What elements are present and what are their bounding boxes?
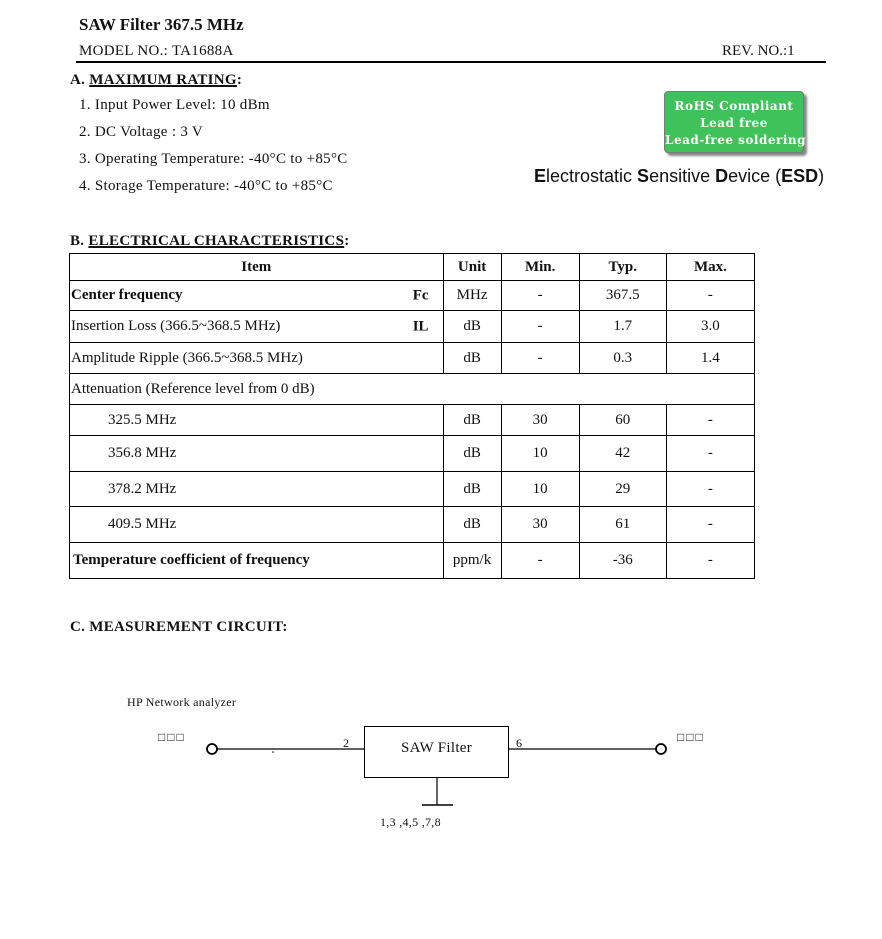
typ-cell: 0.3 xyxy=(579,343,666,374)
min-cell: - xyxy=(501,343,579,374)
typ-cell: 60 xyxy=(579,405,666,436)
typ-cell: 29 xyxy=(579,472,666,507)
item-cell: Amplitude Ripple (366.5~368.5 MHz) xyxy=(70,343,444,374)
item-cell: Temperature coefficient of frequency xyxy=(70,543,444,579)
document-title: SAW Filter 367.5 MHz xyxy=(79,15,244,34)
table-row xyxy=(70,543,755,579)
typ-cell: 1.7 xyxy=(579,311,666,343)
typ-cell: -36 xyxy=(579,543,666,579)
col-header-max: Max. xyxy=(666,254,754,281)
min-cell: 30 xyxy=(501,405,579,436)
rating-storage-temp: 4. Storage Temperature: -40°C to +85°C xyxy=(79,178,333,194)
output-port-icon xyxy=(656,744,666,754)
table-row xyxy=(70,343,755,374)
saw-filter-block xyxy=(364,726,509,778)
max-cell: 1.4 xyxy=(666,343,754,374)
attenuation-freq: 409.5 MHz xyxy=(70,507,444,543)
min-cell: 30 xyxy=(501,507,579,543)
electrical-characteristics-table xyxy=(69,253,755,579)
rohs-badge xyxy=(664,91,804,153)
table-row xyxy=(70,405,755,436)
max-cell: - xyxy=(666,405,754,436)
unit-cell: dB xyxy=(443,405,501,436)
min-cell: 10 xyxy=(501,472,579,507)
table-header-row xyxy=(70,254,755,281)
left-port-label: □□□ xyxy=(158,730,186,744)
max-cell: - xyxy=(666,472,754,507)
input-port-icon xyxy=(207,744,217,754)
min-cell: - xyxy=(501,311,579,343)
saw-filter-label: SAW Filter xyxy=(400,740,473,756)
table-row xyxy=(70,507,755,543)
lead-free-soldering-line: Lead-free soldering xyxy=(665,133,806,147)
col-header-min: Min. xyxy=(501,254,579,281)
table-row xyxy=(70,472,755,507)
item-cell: Insertion Loss (366.5~368.5 MHz) IL xyxy=(70,311,444,343)
model-number: MODEL NO.: TA1688A xyxy=(79,43,234,59)
input-pin-number: 2 xyxy=(343,736,349,750)
min-cell: - xyxy=(501,281,579,311)
unit-cell: dB xyxy=(443,436,501,472)
attenuation-freq: 325.5 MHz xyxy=(70,405,444,436)
ground-pin-numbers: 1,3 ,4,5 ,7,8 xyxy=(380,815,441,829)
section-c-heading: C. MEASUREMENT CIRCUIT: xyxy=(70,619,288,635)
table-row xyxy=(70,311,755,343)
rating-dc-voltage: 2. DC Voltage : 3 V xyxy=(79,124,204,140)
attenuation-freq: 356.8 MHz xyxy=(70,436,444,472)
attenuation-freq: 378.2 MHz xyxy=(70,472,444,507)
attenuation-label: Attenuation (Reference level from 0 dB) xyxy=(70,374,755,405)
unit-cell: dB xyxy=(443,311,501,343)
section-a-heading: A. MAXIMUM RATING: xyxy=(70,72,243,88)
analyzer-label: HP Network analyzer xyxy=(127,695,237,709)
unit-cell: ppm/k xyxy=(443,543,501,579)
min-cell: 10 xyxy=(501,436,579,472)
lead-free-line: Lead free xyxy=(700,116,768,130)
rohs-line: RoHS Compliant xyxy=(674,99,794,113)
right-port-label: □□□ xyxy=(677,730,705,744)
table-row xyxy=(70,436,755,472)
attenuation-header-row xyxy=(70,374,755,405)
esd-notice: Electrostatic Sensitive Device (ESD) xyxy=(534,166,825,186)
max-cell: - xyxy=(666,507,754,543)
unit-cell: dB xyxy=(443,472,501,507)
unit-cell: MHz xyxy=(443,281,501,311)
rating-input-power: 1. Input Power Level: 10 dBm xyxy=(79,97,270,113)
wire-dot xyxy=(272,751,274,753)
output-pin-number: 6 xyxy=(516,736,522,750)
revision-number: REV. NO.:1 xyxy=(722,43,795,59)
max-cell: - xyxy=(666,436,754,472)
item-cell: Center frequency Fc xyxy=(70,281,444,311)
table-row xyxy=(70,281,755,311)
header-divider xyxy=(76,61,826,63)
max-cell: 3.0 xyxy=(666,311,754,343)
unit-cell: dB xyxy=(443,507,501,543)
typ-cell: 367.5 xyxy=(579,281,666,311)
unit-cell: dB xyxy=(443,343,501,374)
col-header-item: Item xyxy=(70,254,444,281)
section-b-heading: B. ELECTRICAL CHARACTERISTICS: xyxy=(70,233,350,249)
col-header-unit: Unit xyxy=(443,254,501,281)
typ-cell: 42 xyxy=(579,436,666,472)
max-cell: - xyxy=(666,281,754,311)
rating-operating-temp: 3. Operating Temperature: -40°C to +85°C xyxy=(79,151,348,167)
min-cell: - xyxy=(501,543,579,579)
max-cell: - xyxy=(666,543,754,579)
col-header-typ: Typ. xyxy=(579,254,666,281)
typ-cell: 61 xyxy=(579,507,666,543)
